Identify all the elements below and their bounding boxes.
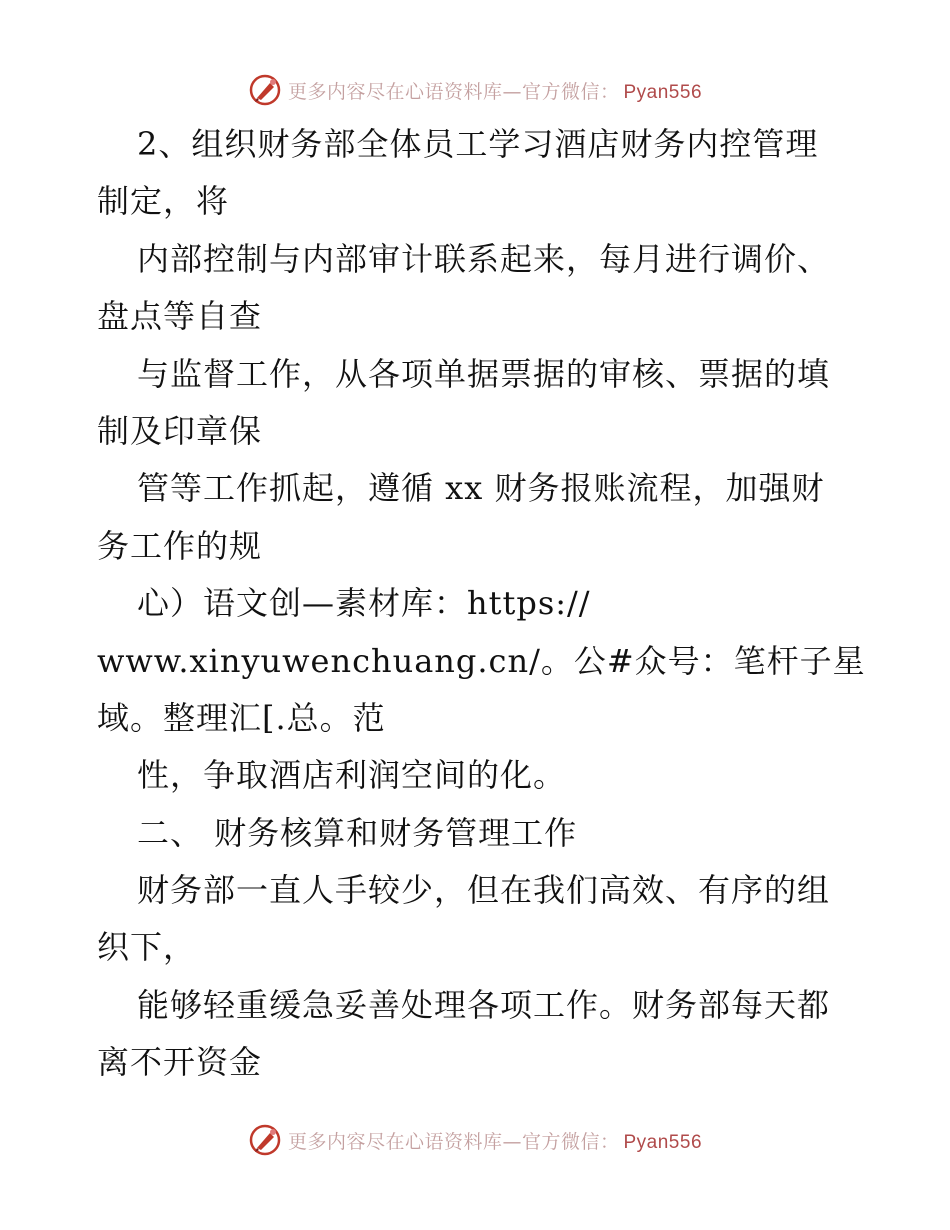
text-line-8: 务工作的规 xyxy=(97,526,263,565)
text-line-2: 制定，将 xyxy=(97,182,230,221)
text-line-7: 管等工作抓起，遵循 xx 财务报账流程，加强财 xyxy=(137,469,825,508)
text-line-9: 心）语文创—素材库：https:// xyxy=(137,584,591,623)
footer-banner-text: 更多内容尽在心语资料库—官方微信： Pyan556 xyxy=(287,1130,703,1153)
text-line-11: 域。整理汇[.总。范 xyxy=(97,698,386,737)
header-wechat-handle: Pyan556 xyxy=(623,81,703,103)
text-line-16: 能够轻重缓急妥善处理各项工作。财务部每天都 xyxy=(137,985,831,1024)
text-line-15: 织下， xyxy=(97,928,197,967)
text-line-1: 2、组织财务部全体员工学习酒店财务内控管理 xyxy=(137,125,819,163)
text-line-14: 财务部一直人手较少，但在我们高效、有序的组 xyxy=(137,871,831,910)
header-banner xyxy=(0,70,950,110)
text-line-10: www.xinyuwenchuang.cn/。公#众号：笔杆子星 xyxy=(97,641,866,680)
header-banner-text: 更多内容尽在心语资料库—官方微信： Pyan556 xyxy=(287,80,703,103)
footer-banner xyxy=(0,1120,950,1160)
text-line-3: 内部控制与内部审计联系起来，每月进行调价、 xyxy=(137,239,831,278)
text-line-5: 与监督工作，从各项单据票据的审核、票据的填 xyxy=(137,354,831,393)
footer-wechat-handle: Pyan556 xyxy=(623,1131,703,1153)
section-heading: 二、 财务核算和财务管理工作 xyxy=(137,813,578,852)
text-line-4: 盘点等自查 xyxy=(97,297,263,336)
document-body xyxy=(97,116,866,1092)
pen-logo-icon xyxy=(248,1123,282,1157)
pen-logo-icon xyxy=(248,73,282,107)
text-line-12: 性，争取酒店利润空间的化。 xyxy=(137,756,567,795)
text-line-17: 离不开资金 xyxy=(97,1043,263,1082)
text-line-6: 制及印章保 xyxy=(97,411,263,450)
